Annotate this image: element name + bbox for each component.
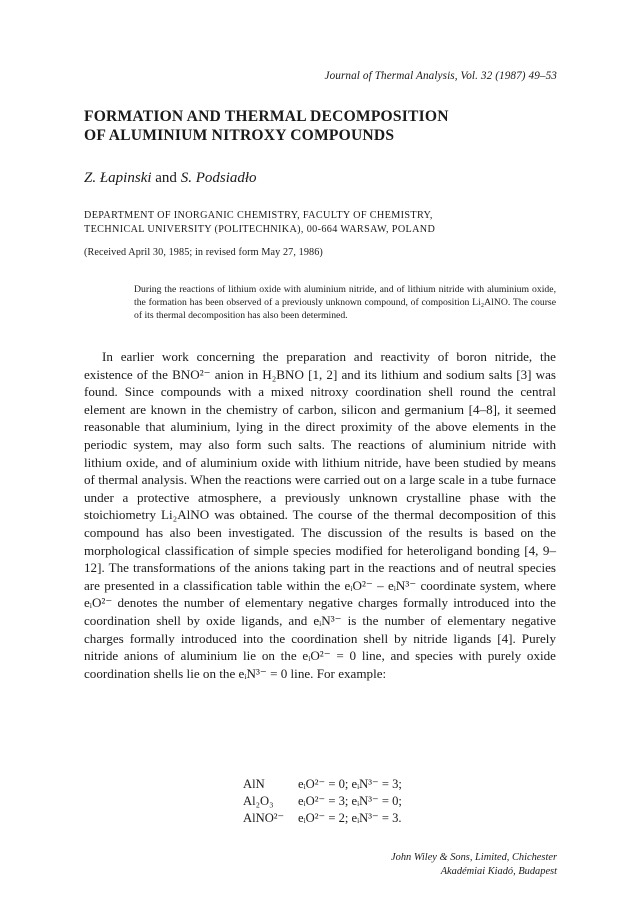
example-compound: Al₂O₃ <box>243 794 274 808</box>
affiliation-line-2: TECHNICAL UNIVERSITY (POLITECHNIKA), 00-664 WARSAW, POLAND <box>84 224 436 235</box>
author-1: Z. Łapinski <box>84 170 152 186</box>
abstract <box>134 283 556 323</box>
body-paragraph: In earlier work concerning the preparation and reactivity of boron nitride, the existence of the BNO²⁻ anion in H₂BNO [1, 2] and its lithium and sodium salts [3] was found. Since compounds with a mixed nitroxy coordination shell round the central element are known in the chemistry of carbon, silicon and germanium [4–8], it seemed reasonable that aluminium, lying in the direct proximity of the above elements in the periodic system, may also form such salts. The reactions of aluminium nitride with lithium oxide, and of aluminium oxide with lithium nitride, have been studied by means of thermal analysis. When the reactions were carried out on a large scale in a tube furnace under a protective atmosphere, a previously unknown crystalline phase with the stoichiometry Li₂AlNO was obtained. The course of the thermal decomposition of this compound has also been investigated. The discussion of the results is based on the morphological classification of simple species modified for heteroligand bonding [4, 9–12]. The transformations of the anions taking part in the reactions and of neutral species are presented in a classification table within the eᵢO²⁻ – eᵢN³⁻ coordinate system, where eᵢO²⁻ denotes the number of elementary negative charges formally introduced into the coordination shell by oxide ligands, and eᵢN³⁻ is the number of elementary negative charges formally introduced into the coordination shell by nitride ligands [4]. Purely nitride anions of aluminium lie on the eᵢO²⁻ = 0 line, and species with purely oxide coordination shells lie on the eᵢN³⁻ = 0 line. For example: <box>84 349 556 681</box>
publisher-line-2: Akadémiai Kiadó, Budapest <box>440 865 557 877</box>
example-row <box>243 776 402 793</box>
examples-block <box>243 776 402 827</box>
author-2: S. Podsiadło <box>180 170 257 186</box>
abstract-text: During the reactions of lithium oxide with aluminium nitride, and of lithium nitride with aluminium oxide, the formation has been observed of a previously unknown compound, of composition Li₂AlNO. The course of its thermal decomposition has also been determined. <box>134 284 556 322</box>
example-values: eᵢO²⁻ = 2; eᵢN³⁻ = 3. <box>298 811 402 825</box>
affiliation-line-1: DEPARTMENT OF INORGANIC CHEMISTRY, FACULTY OF CHEMISTRY, <box>84 210 433 221</box>
publisher-line-1: John Wiley & Sons, Limited, Chichester <box>391 852 557 863</box>
example-compound: AlN <box>243 777 265 791</box>
body-text <box>84 348 556 682</box>
example-values: eᵢO²⁻ = 3; eᵢN³⁻ = 0; <box>298 794 402 808</box>
authors <box>84 170 257 187</box>
example-row <box>243 810 402 827</box>
authors-conjunction: and <box>155 170 177 186</box>
paper-title <box>84 107 554 145</box>
affiliation <box>84 209 554 237</box>
title-line-2: OF ALUMINIUM NITROXY COMPOUNDS <box>84 127 395 144</box>
received-date: (Received April 30, 1985; in revised form May 27, 1986) <box>84 247 323 258</box>
example-row <box>243 793 402 810</box>
publisher-footer <box>391 851 557 878</box>
example-compound: AlNO²⁻ <box>243 811 285 825</box>
title-line-1: FORMATION AND THERMAL DECOMPOSITION <box>84 108 449 125</box>
journal-header: Journal of Thermal Analysis, Vol. 32 (1987) 49–53 <box>324 70 557 82</box>
example-values: eᵢO²⁻ = 0; eᵢN³⁻ = 3; <box>298 777 402 791</box>
